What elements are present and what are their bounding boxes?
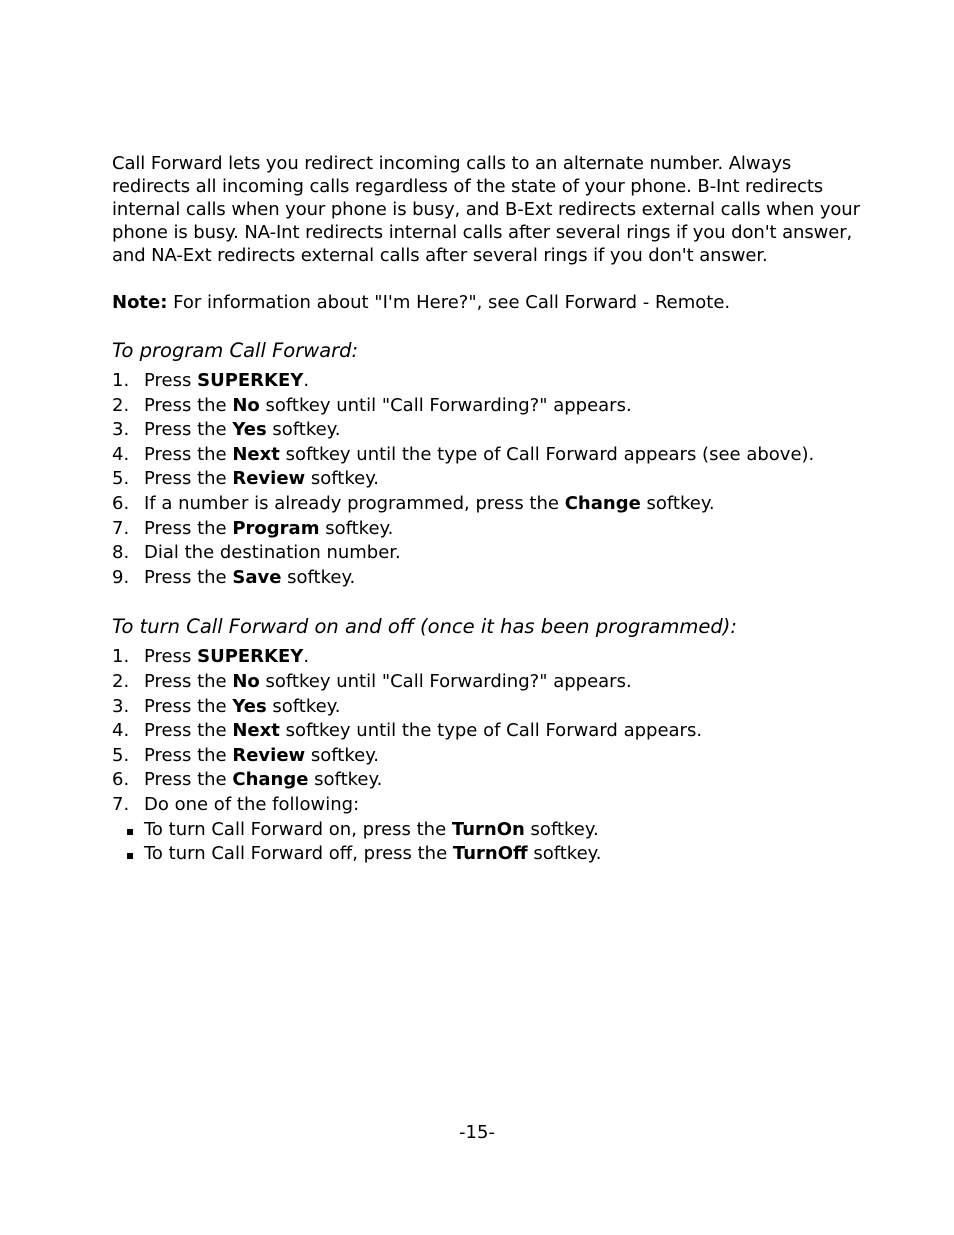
step-text-suffix: softkey. bbox=[319, 517, 394, 539]
step-text-suffix: softkey until "Call Forwarding?" appears. bbox=[259, 394, 632, 416]
list-item bbox=[112, 793, 872, 818]
program-steps-list bbox=[112, 369, 872, 590]
step-text: Do one of the following: bbox=[144, 793, 360, 815]
step-number: 3. bbox=[112, 695, 130, 717]
step-number: 5. bbox=[112, 468, 130, 490]
step-text: Press the bbox=[144, 695, 233, 717]
step-text-suffix: softkey until the type of Call Forward appears (see above). bbox=[279, 443, 815, 465]
step-number: 9. bbox=[112, 566, 130, 588]
list-item bbox=[112, 443, 872, 468]
softkey-name: Review bbox=[232, 744, 306, 766]
step-text-suffix: softkey. bbox=[281, 566, 356, 588]
step-text: Press the bbox=[144, 419, 233, 441]
softkey-name: Save bbox=[232, 566, 282, 588]
list-item bbox=[112, 768, 872, 793]
softkey-name: TurnOff bbox=[452, 843, 528, 865]
step-text-suffix: softkey until the type of Call Forward appears. bbox=[279, 720, 703, 742]
bullet-text-suffix: softkey. bbox=[524, 818, 599, 840]
step-text-suffix: softkey. bbox=[266, 419, 341, 441]
step-number: 5. bbox=[112, 744, 130, 766]
step-text: Press the bbox=[144, 744, 233, 766]
softkey-name: Next bbox=[232, 443, 280, 465]
step-number: 6. bbox=[112, 492, 130, 514]
note-text: For information about "I'm Here?", see Call Forward - Remote. bbox=[167, 292, 731, 313]
softkey-name: Yes bbox=[232, 695, 267, 717]
softkey-name: Next bbox=[232, 720, 280, 742]
list-item bbox=[112, 541, 872, 566]
step-text: Press bbox=[144, 646, 198, 668]
list-item bbox=[112, 744, 872, 769]
step-number: 1. bbox=[112, 370, 130, 391]
step-number: 8. bbox=[112, 542, 130, 564]
bullet-text: To turn Call Forward off, press the bbox=[144, 843, 453, 865]
step-text: Press bbox=[144, 370, 198, 391]
step-text-suffix: softkey until "Call Forwarding?" appears. bbox=[259, 670, 632, 692]
step-text-suffix: softkey. bbox=[266, 695, 341, 717]
step-number: 7. bbox=[112, 793, 130, 815]
step-text-suffix: softkey. bbox=[305, 468, 380, 490]
bullet-item bbox=[112, 818, 872, 843]
step-number: 2. bbox=[112, 670, 130, 692]
note-label: Note: bbox=[112, 292, 168, 313]
step-text-suffix: softkey. bbox=[305, 744, 380, 766]
step-text-suffix: . bbox=[303, 370, 310, 391]
list-item bbox=[112, 418, 872, 443]
step-text-suffix: . bbox=[303, 646, 310, 668]
step-text-suffix: softkey. bbox=[308, 769, 383, 791]
step-number: 1. bbox=[112, 646, 130, 668]
step-text-suffix: softkey. bbox=[640, 492, 715, 514]
bullet-text-suffix: softkey. bbox=[527, 843, 602, 865]
intro-paragraph: Call Forward lets you redirect incoming calls to an alternate number. Always redirects all incoming calls regardless of the state of your phone. B-Int redirects internal calls when your phone is busy, and B-Ext redirects external calls when your phone is busy. NA-Int redirects internal calls after several rings if you don't answer, and NA-Ext redirects external calls after several rings if you don't answer. bbox=[112, 153, 860, 266]
toggle-steps-list bbox=[112, 645, 872, 817]
step-text: Press the bbox=[144, 566, 233, 588]
list-item bbox=[112, 394, 872, 419]
note-paragraph bbox=[112, 291, 872, 314]
softkey-name: Change bbox=[232, 769, 309, 791]
step-number: 6. bbox=[112, 769, 130, 791]
list-item bbox=[112, 369, 872, 394]
list-item bbox=[112, 517, 872, 542]
square-bullet-icon bbox=[127, 853, 133, 859]
step-number: 4. bbox=[112, 443, 130, 465]
list-item bbox=[112, 566, 872, 591]
document-page bbox=[112, 152, 872, 867]
step-text: Press the bbox=[144, 468, 233, 490]
list-item bbox=[112, 670, 872, 695]
bullet-item bbox=[112, 842, 872, 867]
softkey-name: Review bbox=[232, 468, 306, 490]
list-item bbox=[112, 719, 872, 744]
section1-heading: To program Call Forward: bbox=[112, 339, 359, 362]
step-text: Press the bbox=[144, 394, 233, 416]
softkey-name: Change bbox=[564, 492, 641, 514]
softkey-name: TurnOn bbox=[451, 818, 525, 840]
list-item bbox=[112, 695, 872, 720]
list-item bbox=[112, 467, 872, 492]
list-item bbox=[112, 645, 872, 670]
toggle-options-list bbox=[112, 818, 872, 867]
step-number: 2. bbox=[112, 394, 130, 416]
step-text: Press the bbox=[144, 517, 233, 539]
bullet-text: To turn Call Forward on, press the bbox=[144, 818, 452, 840]
page-number: -15- bbox=[459, 1122, 495, 1143]
step-text: Press the bbox=[144, 670, 233, 692]
square-bullet-icon bbox=[127, 829, 133, 835]
step-text: Press the bbox=[144, 443, 233, 465]
step-text: Press the bbox=[144, 720, 233, 742]
list-item bbox=[112, 492, 872, 517]
step-text: Press the bbox=[144, 769, 233, 791]
step-number: 4. bbox=[112, 720, 130, 742]
step-number: 7. bbox=[112, 517, 130, 539]
step-number: 3. bbox=[112, 419, 130, 441]
softkey-name: No bbox=[232, 670, 260, 692]
softkey-name: Program bbox=[232, 517, 320, 539]
softkey-name: SUPERKEY bbox=[197, 370, 304, 391]
step-text: If a number is already programmed, press the bbox=[144, 492, 565, 514]
softkey-name: SUPERKEY bbox=[197, 646, 304, 668]
softkey-name: Yes bbox=[232, 419, 267, 441]
softkey-name: No bbox=[232, 394, 260, 416]
section2-heading: To turn Call Forward on and off (once it has been programmed): bbox=[112, 615, 737, 639]
step-text: Dial the destination number. bbox=[144, 542, 401, 564]
